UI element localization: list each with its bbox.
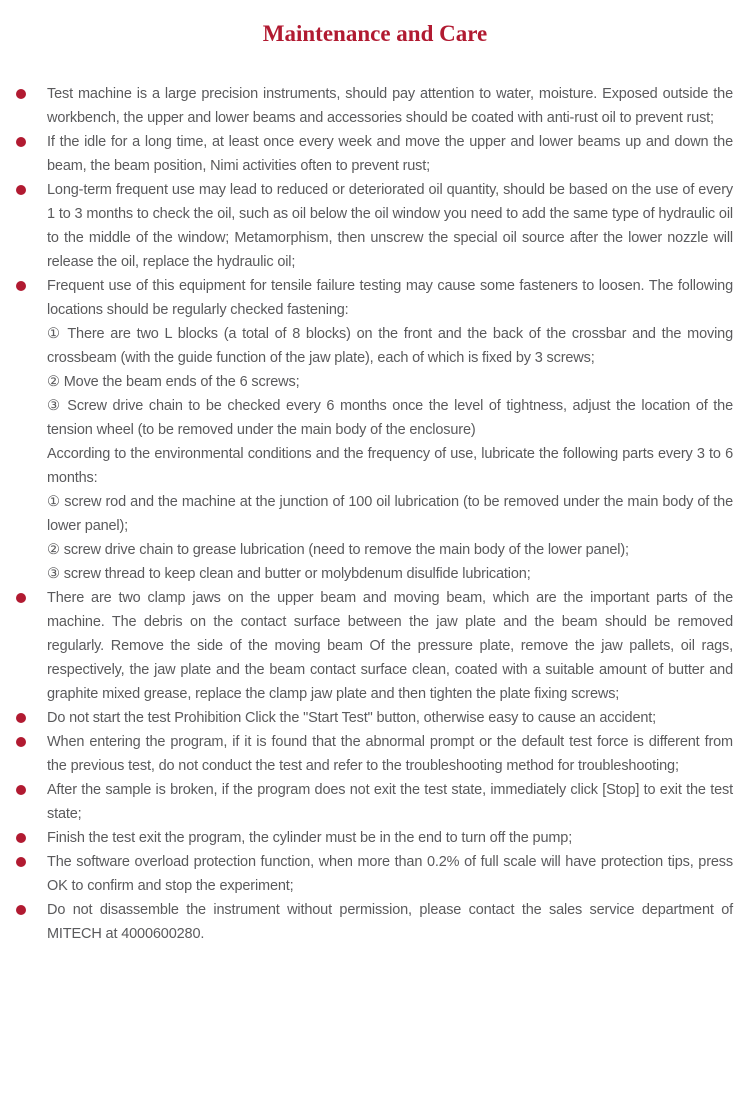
bullet-icon [16, 833, 26, 843]
item-text [47, 586, 733, 706]
item-paragraph: If the idle for a long time, at least once every week and move the upper and lower beams up and down the beam, the beam position, Nimi activities often to prevent rust; [47, 134, 733, 174]
item-paragraph: Finish the test exit the program, the cylinder must be in the end to turn off the pump; [47, 830, 573, 846]
list-item [47, 898, 733, 946]
item-paragraph: Frequent use of this equipment for tensile failure testing may cause some fasteners to loosen. The following locations should be regularly checked fastening: [47, 278, 733, 318]
item-paragraph: ① There are two L blocks (a total of 8 blocks) on the front and the back of the crossbar and the moving crossbeam (with the guide function of the jaw plate), each of which is fixed by 3 screws; [47, 326, 733, 366]
bullet-icon [16, 89, 26, 99]
list-item [47, 274, 733, 586]
list-item [47, 778, 733, 826]
item-text [47, 130, 733, 178]
item-paragraph: ① screw rod and the machine at the junction of 100 oil lubrication (to be removed under the main body of the lower panel); [47, 494, 733, 534]
bullet-icon [16, 857, 26, 867]
item-text [47, 274, 733, 586]
item-paragraph: ② screw drive chain to grease lubrication (need to remove the main body of the lower panel); [47, 542, 629, 558]
bullet-icon [16, 785, 26, 795]
list-item [47, 730, 733, 778]
item-paragraph: Do not disassemble the instrument without permission, please contact the sales service department of MITECH at 4000600280. [47, 902, 733, 942]
item-paragraph: Do not start the test Prohibition Click the "Start Test" button, otherwise easy to cause an accident; [47, 710, 657, 726]
item-text [47, 178, 733, 274]
bullet-icon [16, 593, 26, 603]
list-item [47, 130, 733, 178]
item-text [47, 898, 733, 946]
bullet-icon [16, 905, 26, 915]
item-paragraph: Long-term frequent use may lead to reduced or deteriorated oil quantity, should be based on the use of every 1 to 3 months to check the oil, such as oil below the oil window you need to add the same type of hydraulic oil to the middle of the window; Metamorphism, then unscrew the special oil source after the lower nozzle will release the oil, replace the hydraulic oil; [47, 182, 733, 270]
item-text [47, 778, 733, 826]
item-paragraph: The software overload protection function, when more than 0.2% of full scale will have protection tips, press OK to confirm and stop the experiment; [47, 854, 733, 894]
bullet-icon [16, 281, 26, 291]
list-item [47, 82, 733, 130]
bullet-icon [16, 185, 26, 195]
item-text [47, 82, 733, 130]
item-text [47, 706, 733, 730]
item-paragraph: Test machine is a large precision instruments, should pay attention to water, moisture. Exposed outside the workbench, the upper and lower beams and accessories should be coated with anti-rust oil to prevent rust; [47, 86, 733, 126]
list-item [47, 586, 733, 706]
list-item [47, 850, 733, 898]
bullet-icon [16, 137, 26, 147]
bullet-icon [16, 737, 26, 747]
item-text [47, 850, 733, 898]
item-paragraph: When entering the program, if it is found that the abnormal prompt or the default test force is different from the previous test, do not conduct the test and refer to the troubleshooting method for troubleshooting; [47, 734, 733, 774]
bullet-icon [16, 713, 26, 723]
item-paragraph: According to the environmental conditions and the frequency of use, lubricate the following parts every 3 to 6 months: [47, 446, 733, 486]
page-title: Maintenance and Care [262, 21, 488, 46]
item-paragraph: ② Move the beam ends of the 6 screws; [47, 374, 300, 390]
item-paragraph: After the sample is broken, if the program does not exit the test state, immediately click [Stop] to exit the test state; [47, 782, 733, 822]
item-text [47, 826, 733, 850]
bullet-list [0, 47, 750, 946]
item-paragraph: ③ Screw drive chain to be checked every 6 months once the level of tightness, adjust the location of the tension wheel (to be removed under the main body of the enclosure) [47, 398, 733, 438]
item-paragraph: ③ screw thread to keep clean and butter or molybdenum disulfide lubrication; [47, 566, 531, 582]
item-text [47, 730, 733, 778]
list-item [47, 178, 733, 274]
list-item [47, 826, 733, 850]
list-item [47, 706, 733, 730]
item-paragraph: There are two clamp jaws on the upper beam and moving beam, which are the important parts of the machine. The debris on the contact surface between the jaw plate and the beam should be removed regularly. Remove the side of the moving beam Of the pressure plate, remove the jaw pallets, oil rags, respectively, the jaw plate and the beam contact surface clean, coated with a suitable amount of butter and graphite mixed grease, replace the clamp jaw plate and then tighten the plate fixing screws; [47, 590, 733, 702]
